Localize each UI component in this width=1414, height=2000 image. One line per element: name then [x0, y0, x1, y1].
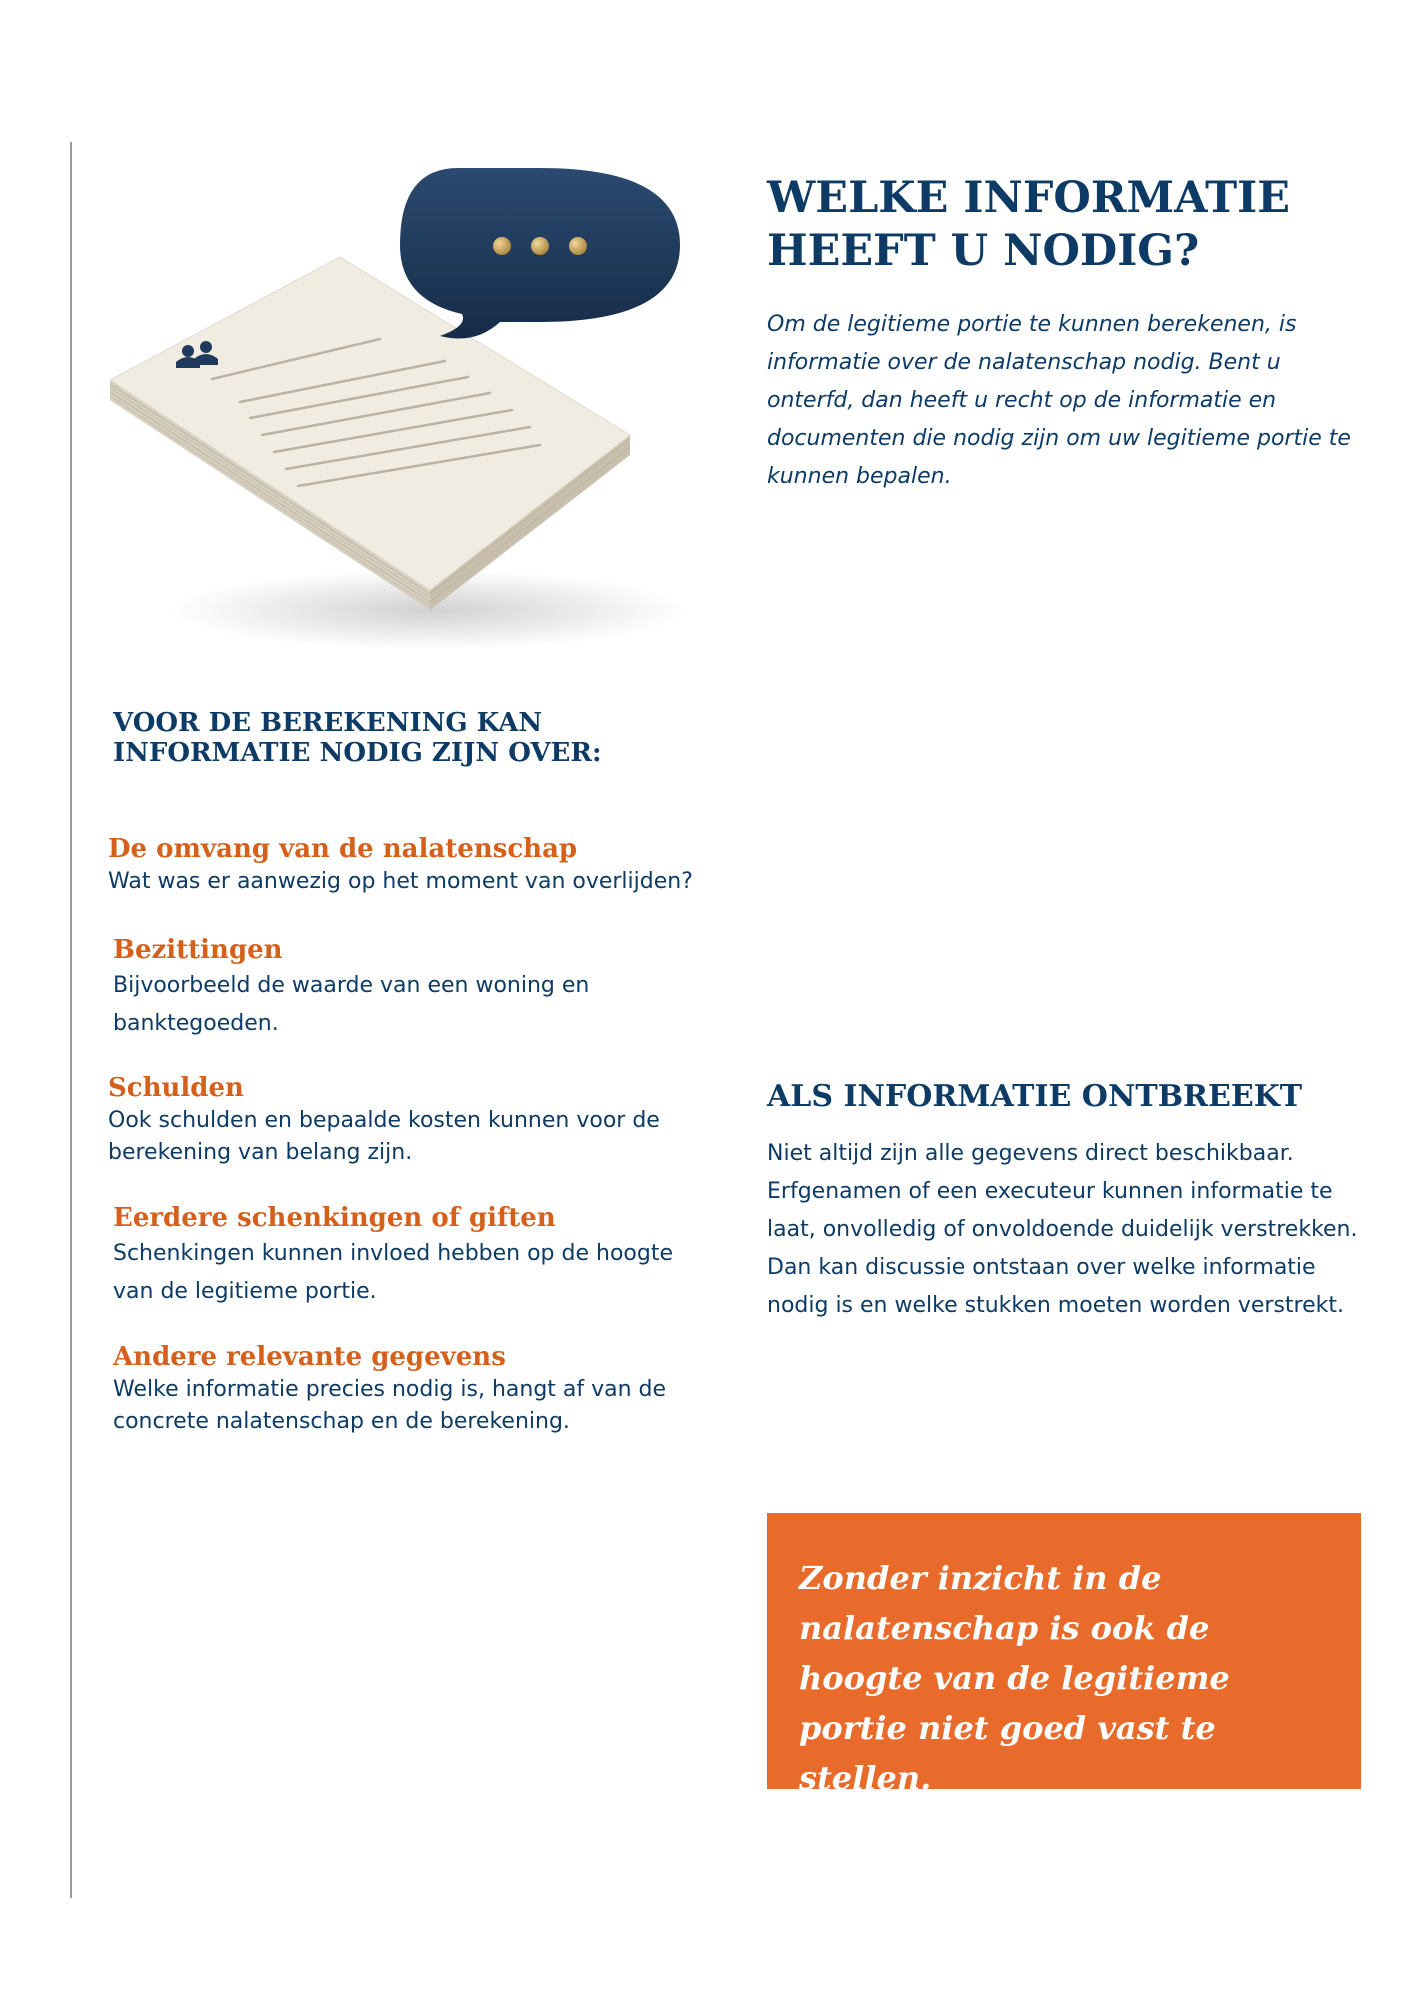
topic-schulden [108, 1071, 708, 1169]
topic-title: Andere relevante gegevens [113, 1342, 506, 1372]
topic-title: Bezittingen [113, 935, 283, 965]
intro-paragraph: Om de legitieme portie te kunnen berekenen, is informatie over de nalatenschap nodig. Bent u onterfd, dan heeft u recht op de informatie en documenten die nodig zijn om uw legitieme portie te kunnen bepalen. [767, 312, 1351, 489]
topic-text: Wat was er aanwezig op het moment van overlijden? [108, 869, 693, 894]
topic-text: Welke informatie precies nodig is, hangt af van de concrete nalatenschap en de berekening. [113, 1377, 667, 1434]
info-section-heading: VOOR DE BEREKENING KAN INFORMATIE NODIG ZIJN OVER: [113, 708, 602, 768]
document-stack-illustration [100, 140, 690, 670]
topic-text: Bijvoorbeeld de waarde van een woning en banktegoeden. [113, 973, 590, 1036]
topic-omvang [108, 832, 708, 898]
missing-info-heading: ALS INFORMATIE ONTBREEKT [767, 1079, 1303, 1114]
callout-text: Zonder inzicht in de nalatenschap is ook de hoogte van de legitieme portie niet goed vast te stellen. [799, 1559, 1230, 1797]
topic-text: Schenkingen kunnen invloed hebben op de hoogte van de legitieme portie. [113, 1241, 674, 1304]
margin-rule [70, 142, 72, 1898]
missing-info-paragraph: Niet altijd zijn alle gegevens direct beschikbaar. Erfgenamen of een executeur kunnen informatie te laat, onvolledig of onvoldoende duidelijk verstrekken. Dan kan discussie ontstaan over welke informatie nodig is en welke stukken moeten worden verstrekt. [767, 1141, 1358, 1318]
page-title: WELKE INFORMATIE HEEFT U NODIG? [767, 173, 1291, 276]
chat-bubble-icon [400, 168, 680, 339]
topic-title: Eerdere schenkingen of giften [113, 1203, 556, 1233]
callout-box [767, 1513, 1361, 1797]
topic-title: Schulden [108, 1073, 244, 1103]
topic-andere-gegevens [113, 1340, 713, 1438]
topic-bezittingen [113, 933, 633, 1043]
topic-schenkingen [113, 1201, 713, 1311]
topic-title: De omvang van de nalatenschap [108, 834, 578, 864]
topic-text: Ook schulden en bepaalde kosten kunnen voor de berekening van belang zijn. [108, 1108, 660, 1165]
